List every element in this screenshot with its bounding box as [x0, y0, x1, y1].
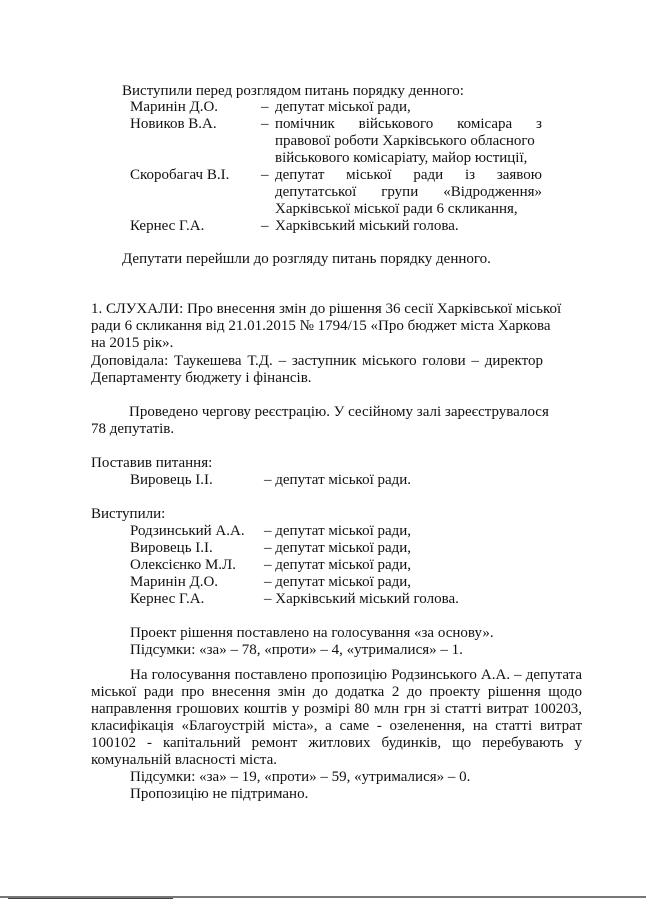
registration-line: 78 депутатів.: [91, 421, 175, 437]
speaker-name: Маринін Д.О.: [130, 99, 219, 115]
intro-closing: Депутати перейшли до розгляду питань порядку денного.: [122, 251, 491, 267]
speaker-role-line: Харківської міської ради 6 скликання,: [275, 201, 518, 217]
speaker-role-line: депутат міської ради із заявою: [275, 167, 542, 183]
raised-by-name: Вировець І.І.: [130, 472, 213, 488]
proposal-line: На голосування поставлено пропозицію Родзинського А.А. – депутата: [130, 667, 582, 683]
result-line: Пропозицію не підтримано.: [130, 786, 309, 802]
proposal-line: 100102 - капітальний ремонт житлових будинків, що перебувають у: [91, 735, 582, 751]
heard-line: 1. СЛУХАЛИ: Про внесення змін до рішення 36 сесії Харківської міської: [91, 301, 562, 317]
speaker-dash: –: [261, 116, 269, 132]
vote2-line: Підсумки: «за» – 19, «проти» – 59, «утрималися» – 0.: [130, 769, 471, 785]
spoke-name: Олексієнко М.Л.: [130, 557, 236, 573]
speaker-dash: –: [261, 99, 269, 115]
reporter-line: Доповідала: Таукешева Т.Д. – заступник міського голови – директор: [91, 353, 543, 369]
speaker-dash: –: [261, 218, 269, 234]
vote1-line: Підсумки: «за» – 78, «проти» – 4, «утрималися» – 1.: [130, 642, 463, 658]
proposal-line: міської ради про внесення змін до додатка 2 до проекту рішення щодо: [91, 684, 582, 700]
heard-line: на 2015 рік».: [91, 335, 174, 351]
spoke-name: Родзинський А.А.: [130, 523, 245, 539]
spoke-role: – Харківський міський голова.: [264, 591, 459, 607]
speaker-name: Кернес Г.А.: [130, 218, 205, 234]
speaker-role-line: військового комісаріату, майор юстиції,: [275, 150, 528, 166]
scan-edge-line: [8, 898, 173, 899]
spoke-label: Виступили:: [91, 506, 166, 522]
spoke-name: Вировець І.І.: [130, 540, 213, 556]
speaker-name: Скоробагач В.І.: [130, 167, 230, 183]
registration-line: Проведено чергову реєстрацію. У сесійному залі зареєструвалося: [129, 404, 549, 420]
spoke-role: – депутат міської ради,: [264, 574, 412, 590]
speaker-role-line: правової роботи Харківського обласного: [275, 133, 535, 149]
proposal-line: класифікація «Благоустрій міста», а саме - озеленення, на статті витрат: [91, 718, 582, 734]
spoke-name: Кернес Г.А.: [130, 591, 205, 607]
spoke-name: Маринін Д.О.: [130, 574, 219, 590]
reporter-line: Департаменту бюджету і фінансів.: [91, 370, 312, 386]
raised-by-role: – депутат міської ради.: [264, 472, 412, 488]
proposal-line: направлення грошових коштів у розмірі 80 млн грн зі статті витрат 100203,: [91, 701, 582, 717]
heard-line: ради 6 скликання від 21.01.2015 № 1794/15 «Про бюджет міста Харкова: [91, 318, 551, 334]
intro-heading: Виступили перед розглядом питань порядку денного:: [122, 83, 464, 99]
speaker-role-line: помічник військового комісара з: [275, 116, 542, 132]
spoke-role: – депутат міської ради,: [264, 557, 412, 573]
spoke-role: – депутат міської ради,: [264, 523, 412, 539]
proposal-line: комунальній власності міста.: [91, 752, 278, 768]
vote1-line: Проект рішення поставлено на голосування «за основу».: [130, 625, 494, 641]
speaker-role-line: депутат міської ради,: [275, 99, 411, 115]
spoke-role: – депутат міської ради,: [264, 540, 412, 556]
raised-label: Поставив питання:: [91, 455, 213, 471]
speaker-role-line: Харківський міський голова.: [275, 218, 459, 234]
speaker-dash: –: [261, 167, 269, 183]
speaker-role-line: депутатської групи «Відродження»: [275, 184, 542, 200]
speaker-name: Новиков В.А.: [130, 116, 217, 132]
